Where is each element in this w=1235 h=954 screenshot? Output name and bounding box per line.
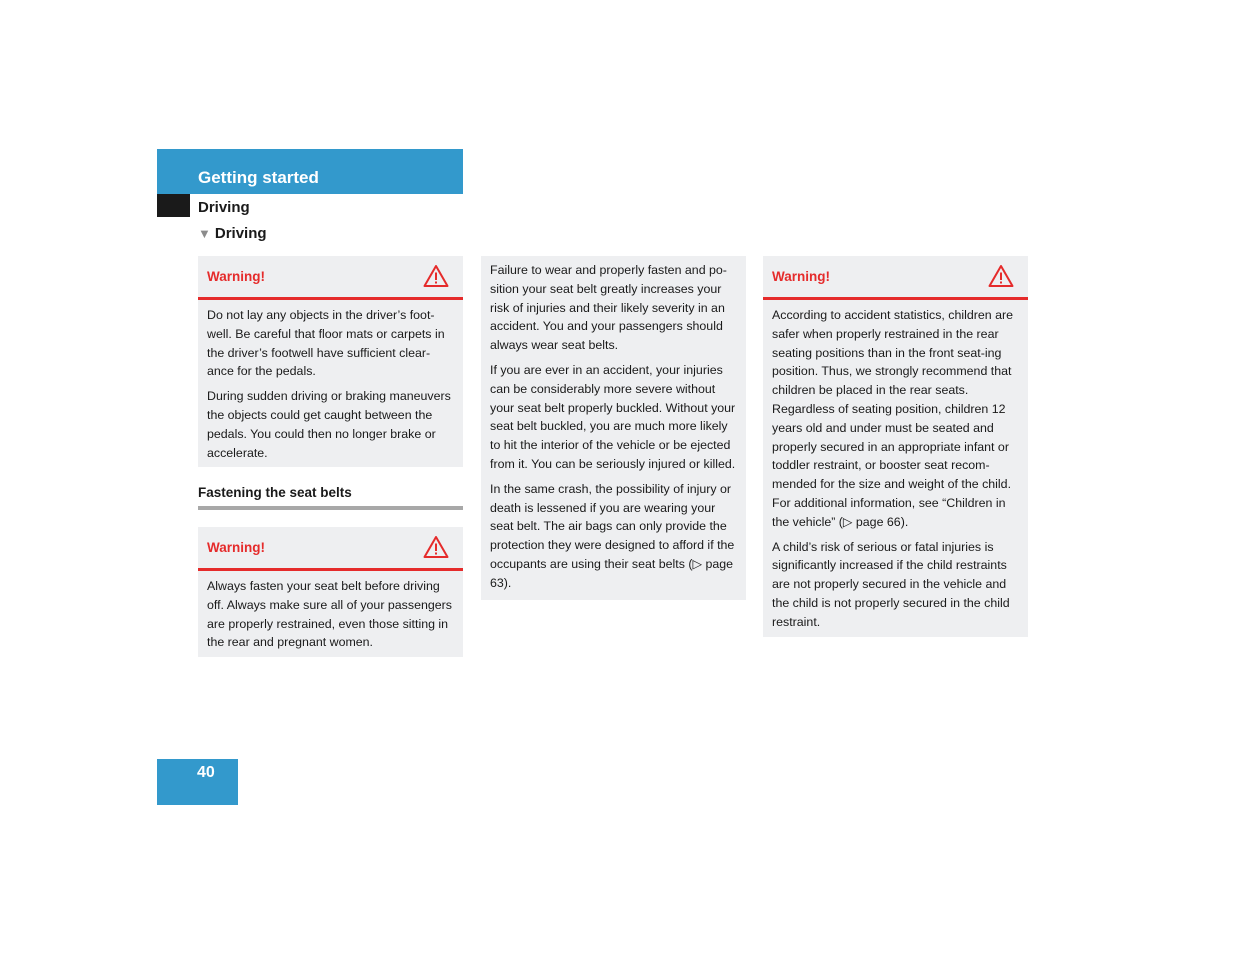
warning-triangle-icon <box>423 535 449 559</box>
warning-header <box>198 256 463 300</box>
chapter-tab-marker <box>157 194 190 217</box>
chapter-header <box>157 149 463 194</box>
chapter-title: Getting started <box>198 168 319 187</box>
warning-paragraph: A child’s risk of serious or fatal injuries is significantly increased if the child restraints are not properly secured in the vehicle and the child is not properly secured in the child restraint. <box>772 539 1010 629</box>
page-number: 40 <box>197 764 215 781</box>
triangle-down-icon: ▼ <box>198 226 211 241</box>
chapter-subtitle: Driving <box>198 199 250 216</box>
warning-paragraph: Do not lay any objects in the driver’s foot-well. Be careful that floor mats or carpets in the driver’s footwell have sufficient clear-ance for the pedals. <box>207 308 445 379</box>
warning-paragraph: During sudden driving or braking maneuvers the objects could get caught between the pedals. You could then no longer brake or accelerate. <box>207 389 451 460</box>
warning-body <box>198 571 463 657</box>
warning-body <box>198 300 463 467</box>
warning-triangle-icon <box>423 264 449 288</box>
info-paragraph: If you are ever in an accident, your injuries can be considerably more severe without your seat belt properly buckled. Without your seat belt buckled, you are much more likely to hit the interior of the vehicle or be ejected from it. You can be seriously injured or killed. <box>490 362 736 471</box>
info-paragraph: In the same crash, the possibility of injury or death is lessened if you are wearing your seat belt. The air bags can only provide the protection they were designed to afford if the occupants are using their seat belts (▷ page 63). <box>490 481 735 590</box>
warning-header <box>763 256 1028 300</box>
warning-box-footwell <box>198 256 463 467</box>
page-number-box <box>157 759 238 805</box>
warning-label: Warning! <box>207 269 265 284</box>
warning-triangle-icon <box>988 264 1014 288</box>
warning-label: Warning! <box>772 269 830 284</box>
section-heading-text: Driving <box>214 225 267 242</box>
warning-box-fasten <box>198 527 463 657</box>
section-heading <box>198 225 267 242</box>
warning-body <box>763 300 1028 637</box>
warning-box-children <box>763 256 1028 637</box>
subsection-title: Fastening the seat belts <box>198 485 463 510</box>
warning-label: Warning! <box>207 540 265 555</box>
warning-paragraph: Always fasten your seat belt before driving off. Always make sure all of your passengers are properly restrained, even those sitting in the rear and pregnant women. <box>207 579 452 650</box>
info-paragraph: Failure to wear and properly fasten and po-sition your seat belt greatly increases your risk of injuries and their likely severity in an accident. You and your passengers should always wear seat belts. <box>490 263 727 353</box>
warning-paragraph: According to accident statistics, children are safer when properly restrained in the rear seating positions than in the front seat-ing position. Thus, we strongly recommend that children be placed in the rear seats. Regardless of seating position, children 12 years old and under must be seated and properly secured in an appropriate infant or toddler restraint, or booster seat recom-mended for the size and weight of the child. For additional information, see “Children in the vehicle” (▷ page 66). <box>772 308 1014 529</box>
info-box-seat-belts <box>481 256 746 600</box>
warning-header <box>198 527 463 571</box>
